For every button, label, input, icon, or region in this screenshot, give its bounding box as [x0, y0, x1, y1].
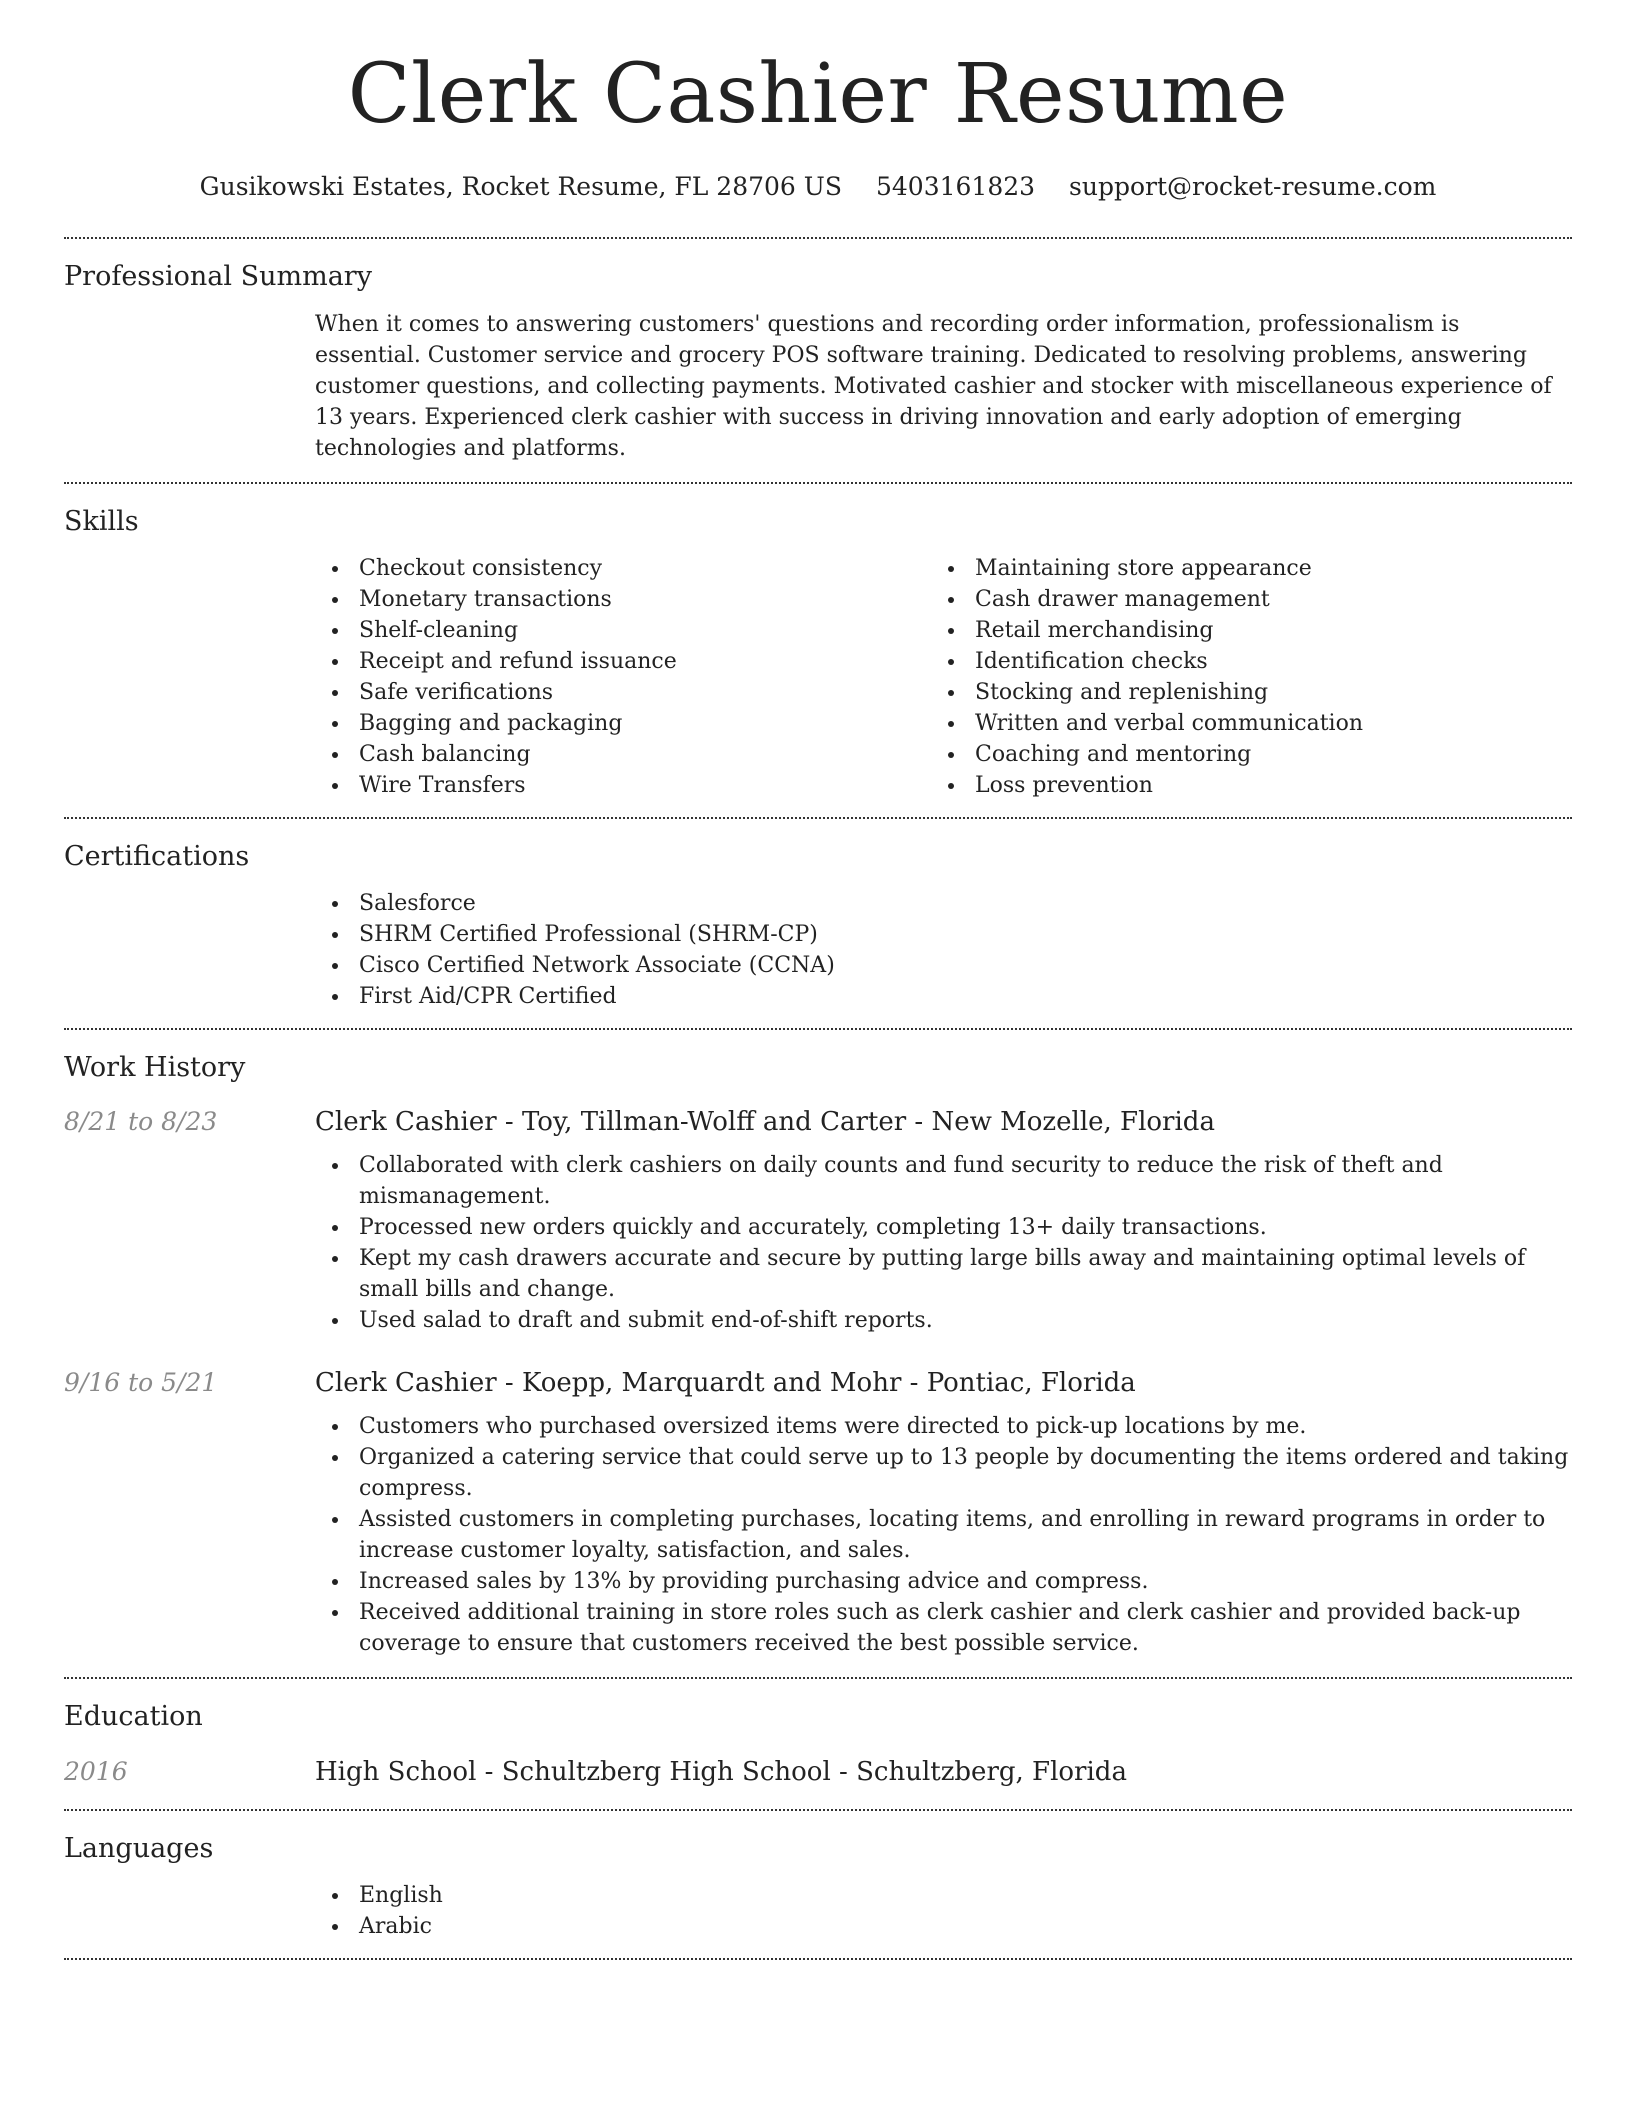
job-bullet: Kept my cash drawers accurate and secure by putting large bills away and maintaining optimal levels of small bills and change.: [315, 1243, 1572, 1305]
skills-heading: Skills: [64, 506, 139, 538]
job-heading: Clerk Cashier - Koepp, Marquardt and Mohr - Pontiac, Florida: [315, 1368, 1136, 1399]
work-history-heading: Work History: [64, 1052, 246, 1084]
skill-item: Loss prevention: [931, 770, 1547, 801]
job-bullet: Customers who purchased oversized items were directed to pick-up locations by me.: [315, 1411, 1572, 1442]
skill-item: Retail merchandising: [931, 615, 1547, 646]
job-bullet: Used salad to draft and submit end-of-shift reports.: [315, 1305, 1572, 1336]
language-item: Arabic: [315, 1911, 1572, 1942]
summary-section: [64, 239, 1572, 482]
job-bullet: Collaborated with clerk cashiers on daily counts and fund security to reduce the risk of theft and mismanagement.: [315, 1150, 1572, 1212]
job-entry: [64, 1368, 1572, 1677]
summary-text: When it comes to answering customers' questions and recording order information, professionalism is essential. Customer service and grocery POS software training. Dedicated to resolving problems, answering customer questions, and collecting payments. Motivated cashier and stocker with miscellaneous experience of 13 years. Experienced clerk cashier with success in driving innovation and early adoption of emerging technologies and platforms.: [315, 312, 1552, 462]
certification-item: First Aid/CPR Certified: [315, 981, 1572, 1012]
skill-item: Shelf-cleaning: [315, 615, 931, 646]
work-history-section: [64, 1030, 1572, 1677]
skills-list-left: [315, 553, 931, 801]
job-entry: [64, 1107, 1572, 1336]
job-bullet: Processed new orders quickly and accurately, completing 13+ daily transactions.: [315, 1212, 1572, 1243]
skill-item: Bagging and packaging: [315, 708, 931, 739]
skill-item: Cash drawer management: [931, 584, 1547, 615]
skill-item: Cash balancing: [315, 739, 931, 770]
job-bullet: Increased sales by 13% by providing purchasing advice and compress.: [315, 1566, 1572, 1597]
skill-item: Wire Transfers: [315, 770, 931, 801]
skill-item: Stocking and replenishing: [931, 677, 1547, 708]
skill-item: Maintaining store appearance: [931, 553, 1547, 584]
skill-item: Written and verbal communication: [931, 708, 1547, 739]
skill-item: Identification checks: [931, 646, 1547, 677]
certification-item: Salesforce: [315, 888, 1572, 919]
languages-section: [64, 1811, 1572, 1958]
education-heading: Education: [64, 1701, 203, 1733]
education-section: [64, 1679, 1572, 1809]
job-bullet: Received additional training in store roles such as clerk cashier and clerk cashier and provided back-up coverage to ensure that customers received the best possible service.: [315, 1597, 1572, 1659]
job-heading: Clerk Cashier - Toy, Tillman-Wolff and Carter - New Mozelle, Florida: [315, 1107, 1215, 1138]
skill-item: Monetary transactions: [315, 584, 931, 615]
job-bullet: Organized a catering service that could serve up to 13 people by documenting the items ordered and taking compress.: [315, 1442, 1572, 1504]
job-dates: 9/16 to 5/21: [64, 1368, 218, 1398]
education-entry: [64, 1757, 1572, 1809]
skill-item: Safe verifications: [315, 677, 931, 708]
certifications-heading: Certifications: [64, 841, 250, 873]
section-divider: [64, 1958, 1572, 1960]
certification-item: SHRM Certified Professional (SHRM-CP): [315, 919, 1572, 950]
resume-title: Clerk Cashier Resume: [347, 47, 1289, 142]
languages-heading: Languages: [64, 1833, 214, 1865]
resume-page: [64, 0, 1572, 1960]
education-year: 2016: [64, 1757, 128, 1787]
education-heading-line: High School - Schultzberg High School - Schultzberg, Florida: [315, 1757, 1127, 1788]
skills-list-right: [931, 553, 1547, 801]
job-bullet: Assisted customers in completing purchases, locating items, and enrolling in reward programs in order to increase customer loyalty, satisfaction, and sales.: [315, 1504, 1572, 1566]
certifications-section: [64, 819, 1572, 1028]
certifications-list: [315, 888, 1572, 1028]
skill-item: Checkout consistency: [315, 553, 931, 584]
contact-phone: 5403161823: [875, 172, 1036, 202]
contact-address: Gusikowski Estates, Rocket Resume, FL 28706 US: [199, 172, 842, 202]
language-item: English: [315, 1880, 1572, 1911]
skills-section: [64, 484, 1572, 817]
contact-line: [64, 172, 1572, 201]
job-dates: 8/21 to 8/23: [64, 1107, 218, 1137]
languages-list: [315, 1880, 1572, 1958]
skill-item: Receipt and refund issuance: [315, 646, 931, 677]
skill-item: Coaching and mentoring: [931, 739, 1547, 770]
certification-item: Cisco Certified Network Associate (CCNA): [315, 950, 1572, 981]
summary-heading: Professional Summary: [64, 261, 372, 293]
job-bullets: [315, 1150, 1572, 1336]
job-bullets: [315, 1411, 1572, 1659]
contact-email: support@rocket-resume.com: [1069, 172, 1437, 202]
